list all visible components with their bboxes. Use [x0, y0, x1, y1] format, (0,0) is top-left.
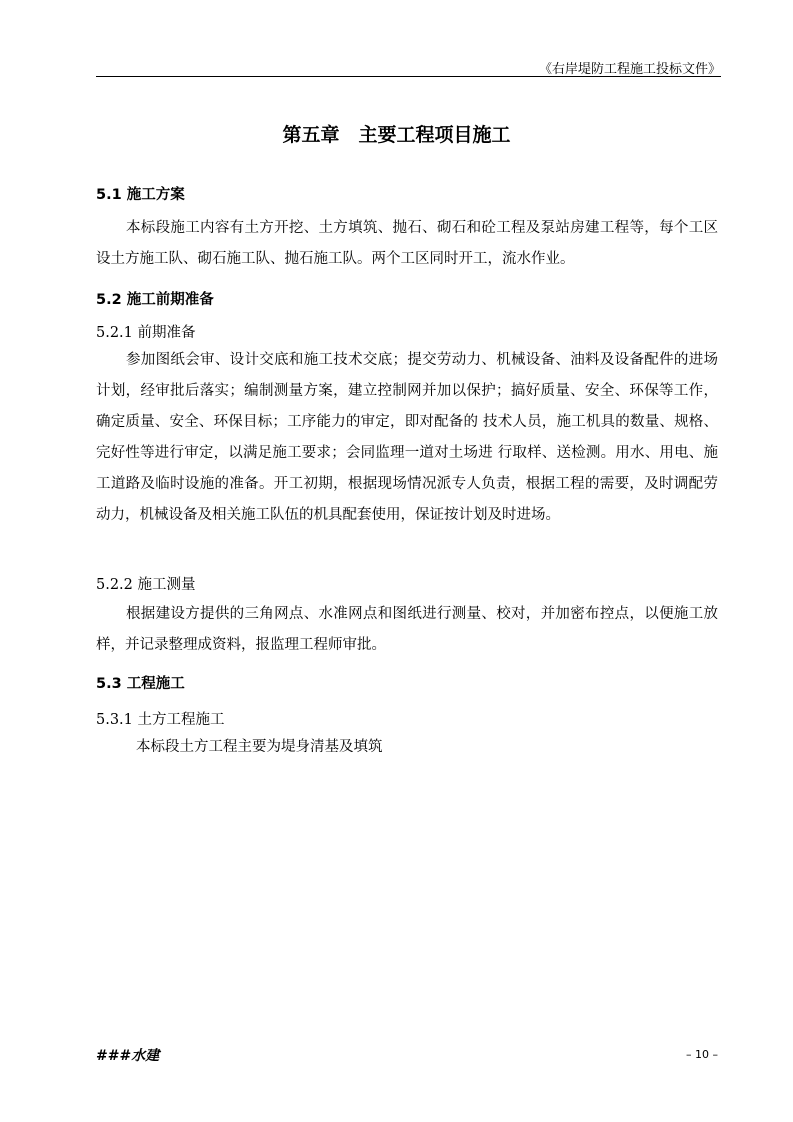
- section-heading-5-3: 5.3 工程施工: [96, 676, 185, 692]
- subsection-heading-5-2-1: 5.2.1 前期准备: [96, 325, 196, 341]
- paragraph-construction-plan: 本标段施工内容有土方开挖、土方填筑、抛石、砌石和砼工程及泵站房建工程等，每个工区设土方施工队、砌石施工队、抛石施工队。两个工区同时开工，流水作业。: [96, 220, 718, 267]
- page-number: – 10 –: [686, 1048, 718, 1061]
- paragraph-earthwork: 本标段土方工程主要为堤身清基及填筑: [136, 739, 383, 755]
- chapter-title: 第五章 主要工程项目施工: [282, 124, 511, 146]
- header-divider: [96, 76, 721, 77]
- subsection-heading-5-2-2: 5.2.2 施工测量: [96, 577, 196, 593]
- running-header: 《右岸堤防工程施工投标文件》: [538, 62, 721, 77]
- section-heading-5-1: 5.1 施工方案: [96, 187, 185, 203]
- footer-company: ###水建: [96, 1048, 160, 1064]
- section-heading-5-2: 5.2 施工前期准备: [96, 292, 214, 308]
- paragraph-survey: 根据建设方提供的三角网点、水准网点和图纸进行测量、校对，并加密布控点，以便施工放样，并记录整理成资料，报监理工程师审批。: [96, 606, 718, 653]
- paragraph-preparation: 参加图纸会审、设计交底和施工技术交底；提交劳动力、机械设备、油料及设备配件的进场计划，经审批后落实；编制测量方案，建立控制网并加以保护；搞好质量、安全、环保等工作，确定质量、安全、环保目标；工序能力的审定，即对配备的 技术人员，施工机具的数量、规格、完好性等进行审定，以满足施工要求；会同监理一道对土场进 行取样、送检测。用水、用电、施工道路及临时设施的准备。开工初期，根据现场情况派专人负责，根据工程的需要，及时调配劳动力，机械设备及相关施工队伍的机具配套使用，保证按计划及时进场。: [96, 352, 718, 523]
- subsection-heading-5-3-1: 5.3.1 土方工程施工: [96, 712, 225, 728]
